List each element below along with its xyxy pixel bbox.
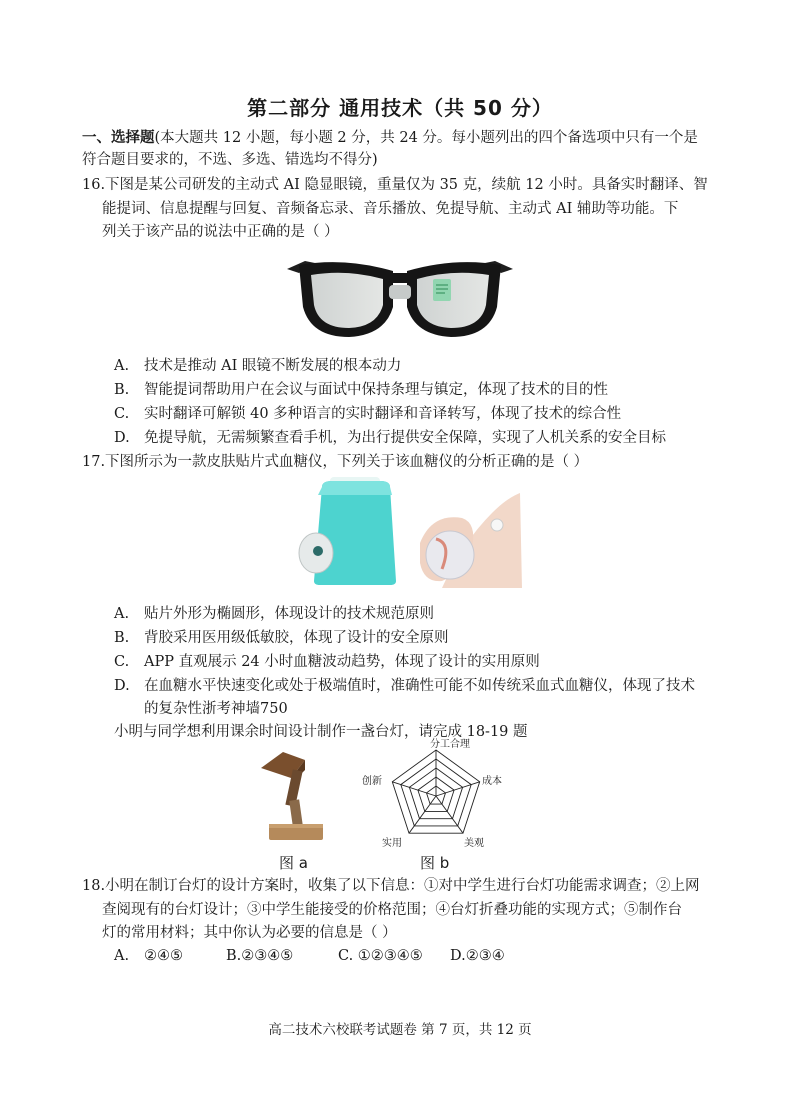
lamp-intro: 小明与同学想利用课余时间设计制作一盏台灯，请完成 18-19 题: [114, 724, 528, 740]
radar-label-left: 创新: [362, 776, 382, 787]
desk-lamp-image: [255, 748, 335, 846]
q16-option-a[interactable]: A. 技术是推动 AI 眼镜不断发展的根本动力: [114, 358, 402, 374]
q16-option-b[interactable]: B. 智能提词帮助用户在会议与面试中保持条理与镇定，体现了技术的目的性: [114, 382, 608, 398]
section-instructions-text: (本大题共 12 小题，每小题 2 分，共 24 分。每小题列出的四个备选项中只有一个是: [154, 130, 698, 146]
glucose-meter-image: [292, 473, 522, 588]
q16-option-c[interactable]: C. 实时翻译可解锁 40 多种语言的实时翻译和音译转写，体现了技术的综合性: [114, 406, 622, 422]
q17-option-c[interactable]: C. APP 直观展示 24 小时血糖波动趋势，体现了设计的实用原则: [114, 654, 540, 670]
q18-option-d[interactable]: D.②③④: [450, 948, 505, 964]
radar-label-bottom-left: 实用: [382, 838, 402, 849]
radar-label-top: 分工合理: [430, 739, 470, 750]
section-instructions-line1: [82, 128, 698, 148]
q16-stem-line1: 16.下图是某公司研发的主动式 AI 隐显眼镜，重量仅为 35 克，续航 12 小时。具备实时翻译、智: [82, 177, 708, 193]
q18-option-b[interactable]: B.②③④⑤: [226, 948, 294, 964]
page-title: 第二部分 通用技术（共 50 分）: [247, 96, 553, 120]
q17-stem: 17.下图所示为一款皮肤贴片式血糖仪，下列关于该血糖仪的分析正确的是（ ）: [82, 454, 589, 470]
q16-stem-line2: 能提词、信息提醒与回复、音频备忘录、音乐播放、免提导航、主动式 AI 辅助等功能。下: [102, 201, 679, 217]
q18-option-c[interactable]: C. ①②③④⑤: [338, 948, 423, 964]
q18-stem-line1: 18.小明在制订台灯的设计方案时，收集了以下信息：①对中学生进行台灯功能需求调查；②上网: [82, 878, 700, 894]
radar-chart: [360, 738, 510, 853]
ai-glasses-image: [285, 255, 515, 345]
page-footer: 高二技术六校联考试题卷 第 7 页，共 12 页: [268, 1022, 532, 1038]
radar-label-bottom-right: 美观: [464, 838, 484, 849]
q17-option-d[interactable]: D. 在血糖水平快速变化或处于极端值时，准确性可能不如传统采血式血糖仪，体现了技术: [114, 678, 695, 694]
figure-a-caption: 图 a: [279, 854, 308, 872]
q18-option-a[interactable]: A. ②④⑤: [114, 948, 183, 964]
q18-stem-line2: 查阅现有的台灯设计；③中学生能接受的价格范围；④台灯折叠功能的实现方式；⑤制作台: [102, 902, 682, 918]
section-heading: 一、选择题: [82, 130, 155, 146]
q17-option-a[interactable]: A. 贴片外形为椭圆形，体现设计的技术规范原则: [114, 606, 434, 622]
figure-b-caption: 图 b: [420, 854, 450, 872]
section-instructions-line2: 符合题目要求的，不选、多选、错选均不得分): [82, 152, 378, 168]
q16-stem-line3: 列关于该产品的说法中正确的是（ ）: [102, 224, 339, 240]
q17-option-d-continued: 的复杂性浙考神墙750: [144, 701, 288, 717]
q18-stem-line3: 灯的常用材料；其中你认为必要的信息是（ ）: [102, 925, 397, 941]
q16-option-d[interactable]: D. 免提导航，无需频繁查看手机，为出行提供安全保障，实现了人机关系的安全目标: [114, 430, 666, 446]
radar-label-right: 成本: [482, 776, 502, 787]
q17-option-b[interactable]: B. 背胶采用医用级低敏胶，体现了设计的安全原则: [114, 630, 449, 646]
